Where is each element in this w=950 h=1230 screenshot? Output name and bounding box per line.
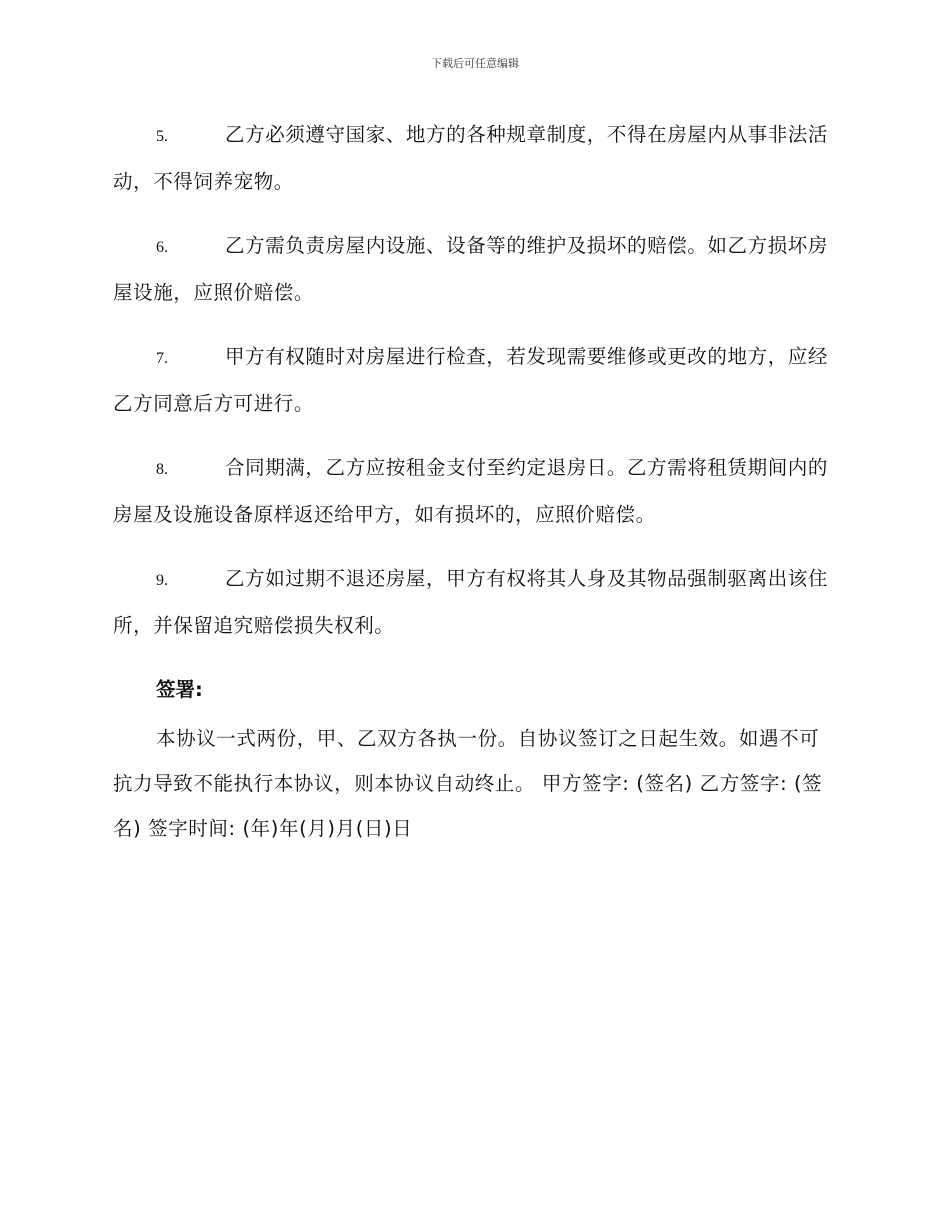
- clause-text: 甲方有权随时对房屋进行检查，若发现需要维修或更改的地方，应经乙方同意后方可进行。: [113, 345, 829, 415]
- clause-text: 乙方需负责房屋内设施、设备等的维护及损坏的赔偿。如乙方损坏房屋设施，应照价赔偿。: [113, 234, 829, 304]
- clause-8: [113, 445, 835, 537]
- page-header-note: 下载后可任意编辑: [431, 57, 519, 70]
- clause-number: 6.: [156, 239, 168, 256]
- clause-text: 合同期满，乙方应按租金支付至约定退房日。乙方需将租赁期间内的房屋及设施设备原样返还给甲方，如有损坏的，应照价赔偿。: [113, 456, 829, 526]
- clause-7: [113, 334, 835, 426]
- clause-text: 乙方如过期不退还房屋，甲方有权将其人身及其物品强制驱离出该住所，并保留追究赔偿损失权利。: [113, 567, 829, 637]
- clause-number: 9.: [156, 572, 168, 589]
- clause-5: [113, 112, 835, 204]
- clause-number: 5.: [156, 128, 168, 145]
- clause-6: [113, 223, 835, 315]
- signing-section-title: 签署:: [156, 678, 203, 701]
- clause-text: 乙方必须遵守国家、地方的各种规章制度，不得在房屋内从事非法活动，不得饲养宠物。: [113, 123, 829, 193]
- document-body: [113, 112, 835, 851]
- clause-number: 7.: [156, 350, 168, 367]
- clause-9: [113, 556, 835, 648]
- signing-paragraph: 本协议一式两份，甲、乙双方各执一份。自协议签订之日起生效。如遇不可抗力导致不能执行本协议，则本协议自动终止。 甲方签字: (签名) 乙方签字: (签名) 签字时间: (年)年(月)月(日)日: [113, 727, 823, 840]
- clause-number: 8.: [156, 461, 168, 478]
